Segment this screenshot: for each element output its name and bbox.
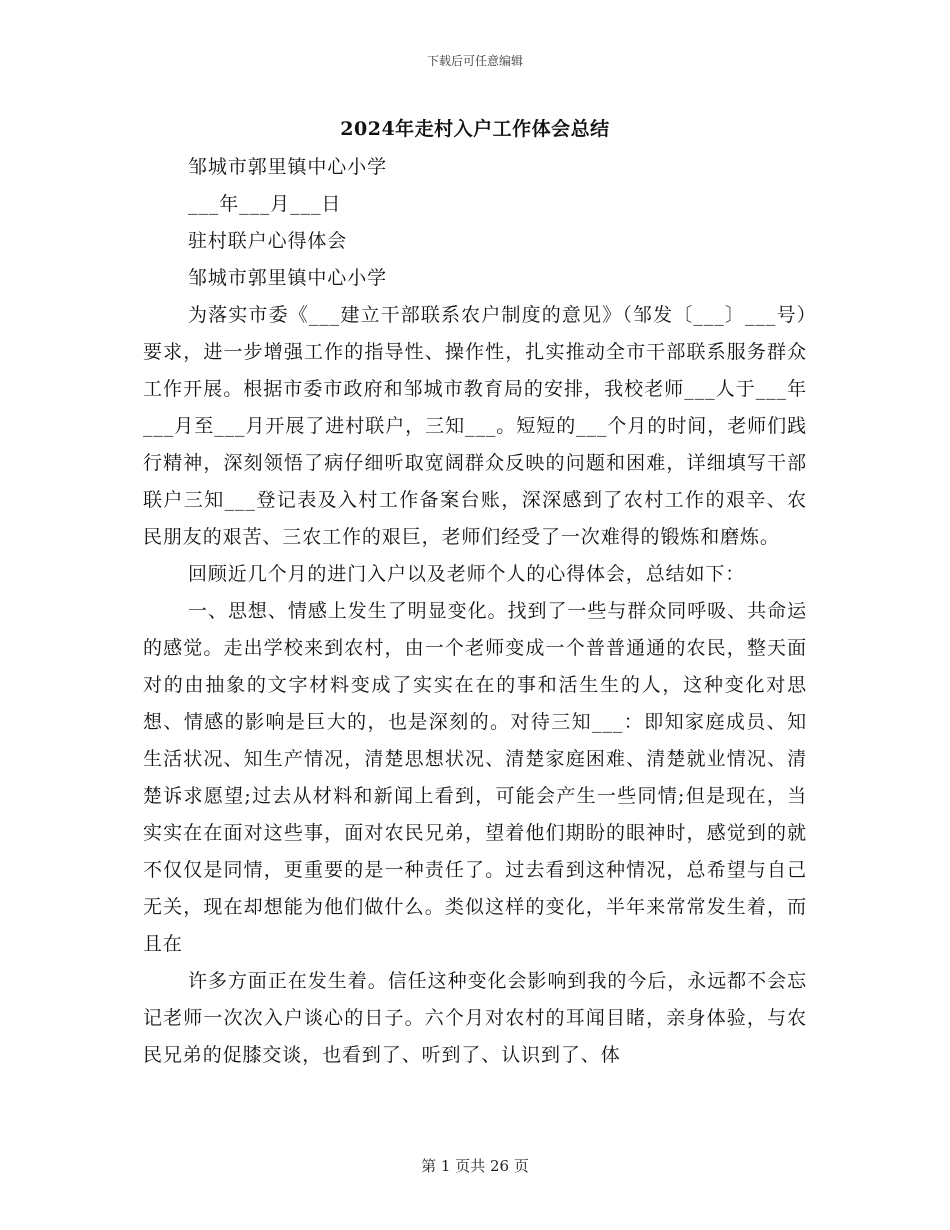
paragraph-subtitle: 驻村联户心得体会 [188, 230, 348, 252]
document-title: 2024年走村入户工作体会总结 [340, 118, 610, 140]
paragraph-continuation: 许多方面正在发生着。信任这种变化会影响到我的今后，永远都不会忘记老师一次次入户谈心的日子。六个月对农村的耳闻目睹，亲身体验，与农民兄弟的促膝交谈，也看到了、听到了、认识到了、体 [143, 970, 807, 1066]
paragraph-section-one: 一、思想、情感上发生了明显变化。找到了一些与群众同呼吸、共命运的感觉。走出学校来到农村，由一个老师变成一个普普通通的农民，整天面对的由抽象的文字材料变成了实实在在的事和活生生的人，这种变化对思想、情感的影响是巨大的，也是深刻的。对待三知___：即知家庭成员、知生活状况、知生产情况，清楚思想状况、清楚家庭困难、清楚就业情况、清楚诉求愿望;过去从材料和新闻上看到，可能会产生一些同情;但是现在，当实实在在面对这些事，面对农民兄弟，望着他们期盼的眼神时，感觉到的就不仅仅是同情，更重要的是一种责任了。过去看到这种情况，总希望与自己无关，现在却想能为他们做什么。类似这样的变化，半年来常常发生着，而且在 [143, 600, 807, 955]
paragraph-introduction: 为落实市委《___建立干部联系农户制度的意见》（邹发〔___〕___号）要求，进一步增强工作的指导性、操作性，扎实推动全市干部联系服务群众工作开展。根据市委市政府和邹城市教育局的安排，我校老师___人于___年___月至___月开展了进村联户，三知___。短短的___个月的时间，老师们践行精神，深刻领悟了病仔细听取宽阔群众反映的问题和困难，详细填写干部联户三知___登记表及入村工作备案台账，深深感到了农村工作的艰辛、农民朋友的艰苦、三农工作的艰巨，老师们经受了一次难得的锻炼和磨炼。 [143, 304, 807, 548]
paragraph-review: 回顾近几个月的进门入户以及老师个人的心得体会，总结如下： [188, 563, 746, 585]
paragraph-school-name: 邹城市郭里镇中心小学 [188, 156, 388, 178]
document-body [143, 149, 807, 1074]
paragraph-school-name-repeat: 邹城市郭里镇中心小学 [188, 267, 388, 289]
page-header-note: 下载后可任意编辑 [426, 54, 523, 68]
page-footer-number: 第 1 页共 26 页 [421, 1157, 529, 1175]
paragraph-date: ___年___月___日 [188, 193, 342, 215]
